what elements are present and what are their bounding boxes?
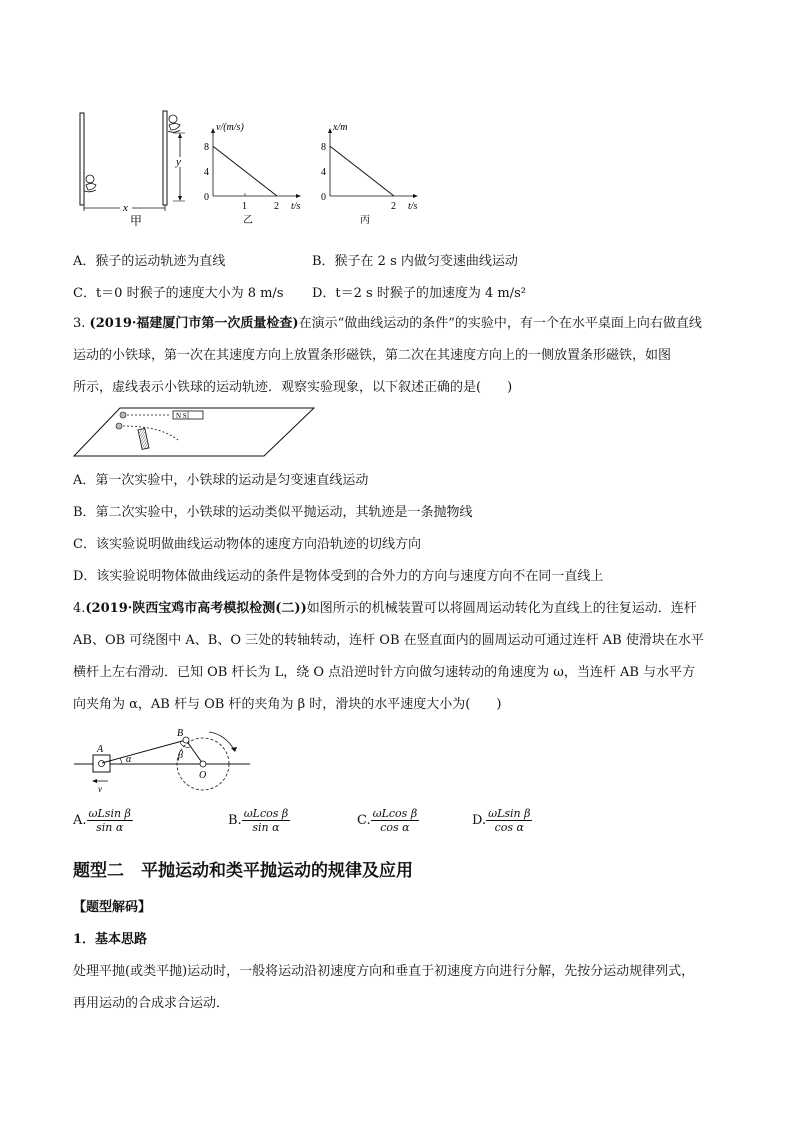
q4-option-c-num: ωLcos β xyxy=(372,807,418,820)
x-axis-label: t/s xyxy=(291,201,301,212)
q4-option-c-den: cos α xyxy=(380,821,410,834)
q4-stem-line1 xyxy=(73,599,733,619)
figure-crank-slider xyxy=(72,722,252,794)
chart-title: 丙 xyxy=(360,215,370,226)
figure-magnet-table xyxy=(70,404,320,460)
q3-source: (2019·福建厦门市第一次质量检查) xyxy=(89,316,299,331)
q4-option-d-den: cos α xyxy=(494,821,524,834)
pole-right xyxy=(163,111,167,205)
q4-text1: 如图所示的机械装置可以将圆周运动转化为直线上的往复运动．连杆 xyxy=(306,601,697,616)
x-axis-label: t/s xyxy=(408,201,418,212)
y-tick-label-0: 0 xyxy=(321,192,326,203)
section-sub-heading: 1．基本思路 xyxy=(73,932,148,947)
section-decode-heading: 【题型解码】 xyxy=(73,900,152,915)
q4-option-b[interactable] xyxy=(228,807,290,834)
monkey-bottom-icon xyxy=(84,175,96,192)
x-axis-arrow xyxy=(296,194,301,198)
x-tick-label-2: 2 xyxy=(391,201,396,212)
q3-text1: 在演示“做曲线运动的条件”的实验中，有一个在水平桌面上向右做直线 xyxy=(298,316,702,331)
q4-option-a-den: sin α xyxy=(96,821,124,834)
q4-option-a-label: A. xyxy=(73,813,87,828)
q3-option-d[interactable]: D．该实验说明物体做曲线运动的条件是物体受到的合外力的方向与速度方向不在同一直线上 xyxy=(73,569,604,584)
label-jia: 甲 xyxy=(130,214,143,228)
q3-stem-line2: 运动的小铁球，第一次在其速度方向上放置条形磁铁，第二次在其速度方向上的一侧放置条形磁铁，如图 xyxy=(73,348,672,363)
q4-option-b-label: B. xyxy=(228,813,242,828)
label-v: v xyxy=(98,784,102,794)
y-axis-label: x/m xyxy=(333,122,348,133)
q4-option-a-num: ωLsin β xyxy=(88,807,131,820)
label-point-b: B xyxy=(177,728,184,739)
figure-monkey-charts xyxy=(70,105,430,230)
series-line xyxy=(330,146,394,196)
chart-displacement xyxy=(321,122,418,226)
y-tick-label-0: 0 xyxy=(204,192,209,203)
q4-option-a[interactable] xyxy=(73,807,133,834)
rod-ab xyxy=(102,740,186,763)
q4-stem-line3: 横杆上左右滑动．已知 OB 杆长为 L，绕 O 点沿逆时针方向做匀速转动的角速度为 ω，当连杆 AB 与水平方 xyxy=(73,665,696,680)
y-tick-label-8: 8 xyxy=(204,142,209,154)
q4-option-d-num: ωLsin β xyxy=(488,807,531,820)
q3-option-a[interactable]: A．第一次实验中，小铁球的运动是匀变速直线运动 xyxy=(73,473,369,488)
iron-ball-1 xyxy=(120,412,126,418)
series-line xyxy=(213,146,277,196)
q4-stem-line2: AB、OB 可绕图中 A、B、O 三处的转轴转动，连杆 OB 在竖直面内的圆周运动可通过连杆 AB 使滑块在水平 xyxy=(73,633,704,648)
y-axis-arrow xyxy=(328,128,332,133)
q3-stem-line3: 所示，虚线表示小铁球的运动轨迹．观察实验现象，以下叙述正确的是( ) xyxy=(73,380,513,395)
y-axis-arrow xyxy=(211,128,215,133)
bar-magnet-2 xyxy=(138,428,149,449)
monkey-top-icon xyxy=(168,115,180,132)
q3-stem-line1 xyxy=(73,314,733,334)
y-tick-label-4: 4 xyxy=(321,167,326,179)
label-point-o: O xyxy=(199,770,207,781)
x-tick-label-2: 2 xyxy=(274,201,279,212)
y-tick-label-4: 4 xyxy=(204,167,209,179)
q4-option-b-den: sin α xyxy=(252,821,280,834)
q4-stem-line4: 向夹角为 α，AB 杆与 OB 杆的夹角为 β 时，滑块的水平速度大小为( ) xyxy=(73,697,502,712)
q3-number: 3. xyxy=(73,316,90,331)
section-para-line1: 处理平抛(或类平抛)运动时，一般将运动沿初速度方向和垂直于初速度方向进行分解，先按分运动规律列式， xyxy=(73,964,695,979)
section-title: 题型二 平抛运动和类平抛运动的规律及应用 xyxy=(73,861,413,881)
label-point-a: A xyxy=(97,744,104,755)
x-axis-arrow xyxy=(413,194,418,198)
label-beta: β xyxy=(178,750,183,761)
y-dimension-label: y xyxy=(176,156,181,168)
y-tick-label-8: 8 xyxy=(321,142,326,154)
q2-option-a[interactable]: A．猴子的运动轨迹为直线 xyxy=(73,254,226,269)
rotation-arrow xyxy=(209,732,234,750)
y-axis-label: v/(m/s) xyxy=(216,122,244,133)
q4-option-d-label: D. xyxy=(472,813,487,828)
q4-option-c-label: C. xyxy=(357,813,371,828)
rod-ob xyxy=(186,740,203,764)
magnet-ns-label: N S xyxy=(176,412,187,420)
q4-source: (2019·陕西宝鸡市高考模拟检测(二)) xyxy=(85,601,307,616)
q4-option-d[interactable] xyxy=(472,807,532,834)
q2-option-c[interactable]: C．t＝0 时猴子的速度大小为 8 m/s xyxy=(73,286,284,301)
x-tick-label-1: 1 xyxy=(242,201,247,212)
q3-option-c[interactable]: C．该实验说明做曲线运动物体的速度方向沿轨迹的切线方向 xyxy=(73,537,421,552)
q4-option-c[interactable] xyxy=(357,807,419,834)
q3-option-b[interactable]: B．第二次实验中，小铁球的运动类似平抛运动，其轨迹是一条抛物线 xyxy=(73,505,473,520)
chart-velocity xyxy=(204,122,301,226)
q4-number: 4. xyxy=(73,601,86,616)
pole-left xyxy=(80,113,84,205)
q4-option-b-num: ωLcos β xyxy=(243,807,289,820)
x-dimension-label: x xyxy=(123,202,128,214)
q2-option-d[interactable]: D．t＝2 s 时猴子的加速度为 4 m/s² xyxy=(312,286,526,301)
iron-ball-2 xyxy=(116,423,122,429)
label-alpha: α xyxy=(126,754,132,765)
chart-title: 乙 xyxy=(243,215,253,226)
q2-option-b[interactable]: B．猴子在 2 s 内做匀变速曲线运动 xyxy=(312,254,518,269)
section-para-line2: 再用运动的合成求合运动． xyxy=(73,996,230,1011)
